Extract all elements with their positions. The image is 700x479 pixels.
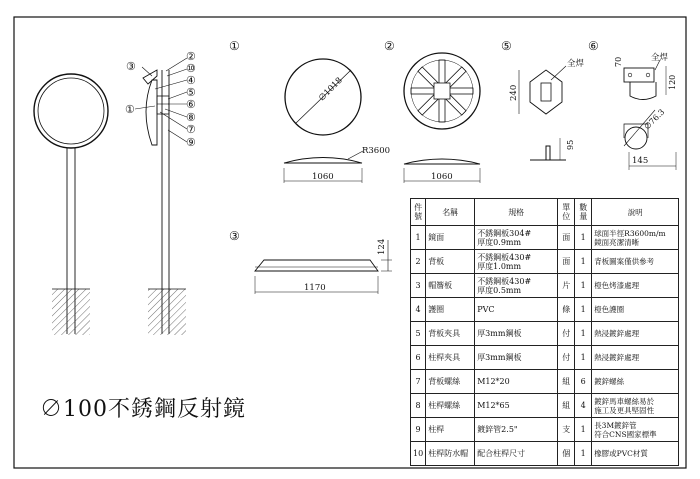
side-elevation xyxy=(125,50,196,335)
view-5-clamp xyxy=(501,39,585,160)
balloon-2: ② xyxy=(186,50,196,63)
part-name-cell: 柱桿夾具 xyxy=(426,346,475,370)
part-note-cell xyxy=(592,418,679,442)
v5-hex-plate xyxy=(530,70,562,114)
part-name-cell: 背板螺絲 xyxy=(426,370,475,394)
part-note-line: 施工及更具堅固性 xyxy=(594,405,655,415)
part-qty-cell: 4 xyxy=(575,394,592,418)
part-spec-cell xyxy=(475,346,558,370)
part-note-line: 符合CNS國家標準 xyxy=(594,429,657,439)
part-spec-cell xyxy=(475,274,558,298)
v1-diameter-label: ∅1018 xyxy=(317,75,345,104)
table-row xyxy=(411,226,679,250)
view-2-marker: ② xyxy=(384,39,395,53)
part-unit-cell: 條 xyxy=(558,298,575,322)
balloon-7: ⑦ xyxy=(186,123,196,136)
v1-width-label: 1060 xyxy=(312,172,334,182)
part-name-cell: 護圈 xyxy=(426,298,475,322)
part-spec-line: 厚度0.9mm xyxy=(477,237,522,247)
drawing-title: ∅100不銹鋼反射鏡 xyxy=(40,397,246,422)
view-2-backplate xyxy=(384,39,480,183)
table-row xyxy=(411,346,679,370)
balloon-8: ⑧ xyxy=(186,111,196,124)
part-note-line: 熱浸鍍鋅處理 xyxy=(594,353,640,362)
table-row xyxy=(411,250,679,274)
balloon-5: ⑤ xyxy=(186,86,196,99)
part-spec-cell xyxy=(475,370,558,394)
balloon-3: ③ xyxy=(126,60,136,73)
v6-weld-label: 全焊 xyxy=(651,53,669,63)
part-name-cell: 柱桿 xyxy=(426,418,475,442)
part-note-cell xyxy=(592,442,679,466)
part-name-cell: 柱桿防水帽 xyxy=(426,442,475,466)
header-name: 名稱 xyxy=(426,199,475,226)
part-note-cell xyxy=(592,274,679,298)
header-qty: 數量 xyxy=(575,199,592,226)
part-spec-line: 不銹鋼板430# xyxy=(477,276,532,286)
part-name-cell: 背板 xyxy=(426,250,475,274)
table-row xyxy=(411,442,679,466)
part-spec-line: 配合柱桿尺寸 xyxy=(477,449,526,458)
side-footing xyxy=(148,289,186,335)
part-note-cell xyxy=(592,394,679,418)
part-unit-cell: 付 xyxy=(558,346,575,370)
table-header-row xyxy=(411,199,679,226)
view-3-cap xyxy=(229,229,392,294)
balloon-10: ⑩ xyxy=(186,62,196,75)
part-no-cell: 7 xyxy=(411,370,426,394)
v3-cap-profile xyxy=(255,260,378,271)
part-spec-line: 不銹鋼板304# xyxy=(477,228,532,238)
v6-length-label: 145 xyxy=(632,156,649,166)
part-qty-cell: 1 xyxy=(575,442,592,466)
part-note-line: 鍍鋅螺絲 xyxy=(594,377,625,386)
header-unit: 單位 xyxy=(558,199,575,226)
parts-table xyxy=(410,198,679,466)
part-no-cell: 9 xyxy=(411,418,426,442)
v3-width-label: 1170 xyxy=(304,283,326,293)
part-note-line: 長3M鍍鋅管 xyxy=(594,420,637,430)
view-6-marker: ⑥ xyxy=(588,39,599,53)
part-note-cell xyxy=(592,298,679,322)
v2-ribs xyxy=(411,60,473,122)
part-note-line: 熱浸鍍鋅處理 xyxy=(594,329,640,338)
balloon-1: ① xyxy=(125,103,135,116)
part-qty-cell: 1 xyxy=(575,226,592,250)
v2-profile xyxy=(404,159,480,164)
table-row xyxy=(411,298,679,322)
v5-weld-label: 全焊 xyxy=(567,59,585,69)
part-unit-cell: 付 xyxy=(558,322,575,346)
part-note-line: 橙色烤漆處理 xyxy=(594,281,640,290)
v3-height-label: 124 xyxy=(377,238,387,255)
part-qty-cell: 1 xyxy=(575,250,592,274)
part-spec-cell xyxy=(475,418,558,442)
v6-diameter-label: ∅76.3 xyxy=(642,107,667,132)
table-row xyxy=(411,394,679,418)
part-unit-cell: 面 xyxy=(558,250,575,274)
part-qty-cell: 1 xyxy=(575,322,592,346)
part-no-cell: 10 xyxy=(411,442,426,466)
part-qty-cell: 1 xyxy=(575,298,592,322)
header-spec: 規格 xyxy=(475,199,558,226)
v5-side-profile xyxy=(530,146,566,160)
side-clamp xyxy=(157,96,169,114)
part-no-cell: 6 xyxy=(411,346,426,370)
part-no-cell: 2 xyxy=(411,250,426,274)
side-mirror xyxy=(146,80,157,145)
part-qty-cell: 1 xyxy=(575,346,592,370)
part-spec-line: PVC xyxy=(477,305,495,314)
table-row xyxy=(411,322,679,346)
v6-pole-section xyxy=(625,127,647,149)
v1-radius-label: R3600 xyxy=(362,146,391,156)
front-mirror-outer xyxy=(34,74,108,148)
v1-profile xyxy=(284,158,362,164)
part-no-cell: 3 xyxy=(411,274,426,298)
part-unit-cell: 組 xyxy=(558,370,575,394)
balloon-6: ⑥ xyxy=(186,98,196,111)
side-cap xyxy=(143,70,157,84)
part-name-cell: 鏡面 xyxy=(426,226,475,250)
view-1-marker: ① xyxy=(229,39,240,53)
table-row xyxy=(411,418,679,442)
table-row xyxy=(411,274,679,298)
part-spec-line: 厚3mm鋼板 xyxy=(477,329,522,338)
part-no-cell: 4 xyxy=(411,298,426,322)
header-note: 說明 xyxy=(592,199,679,226)
header-no: 件號 xyxy=(411,199,426,226)
part-spec-line: 厚度0.5mm xyxy=(477,285,522,295)
part-unit-cell: 支 xyxy=(558,418,575,442)
part-spec-cell xyxy=(475,298,558,322)
part-note-cell xyxy=(592,322,679,346)
part-note-line: 橡膠或PVC材質 xyxy=(594,449,648,458)
front-footing xyxy=(52,289,90,335)
view-3-marker: ③ xyxy=(229,229,240,243)
part-spec-line: 厚3mm鋼板 xyxy=(477,353,522,362)
part-spec-line: M12*65 xyxy=(477,401,510,410)
parts-body xyxy=(411,226,679,466)
v5-stem-label: 95 xyxy=(566,139,575,150)
front-elevation xyxy=(34,74,108,335)
part-name-cell: 帽簷板 xyxy=(426,274,475,298)
part-spec-line: 不銹鋼板430# xyxy=(477,252,532,262)
part-note-cell xyxy=(592,226,679,250)
part-note-line: 橙色護圈 xyxy=(594,305,625,314)
part-unit-cell: 面 xyxy=(558,226,575,250)
part-spec-cell xyxy=(475,394,558,418)
v2-width-label: 1060 xyxy=(431,172,453,182)
part-note-line: 球面半徑R3600m/m xyxy=(594,228,666,238)
part-spec-line: 厚度1.0mm xyxy=(477,261,522,271)
part-spec-line: 鍍鋅管2.5" xyxy=(477,425,518,434)
front-mirror-inner xyxy=(38,78,104,144)
v5-height-label: 240 xyxy=(509,84,519,101)
part-no-cell: 5 xyxy=(411,322,426,346)
part-note-line: 鍍鋅馬車螺絲易於 xyxy=(594,396,655,406)
part-note-line: 背板圖案僅供參考 xyxy=(594,257,655,266)
part-note-cell xyxy=(592,250,679,274)
part-qty-cell: 6 xyxy=(575,370,592,394)
part-spec-cell xyxy=(475,442,558,466)
view-1-mirror xyxy=(229,39,390,183)
part-spec-cell xyxy=(475,322,558,346)
part-spec-cell xyxy=(475,226,558,250)
view-5-marker: ⑤ xyxy=(501,39,512,53)
part-no-cell: 8 xyxy=(411,394,426,418)
balloon-4: ④ xyxy=(186,74,196,87)
view-6-clamp xyxy=(588,39,677,170)
table-row xyxy=(411,370,679,394)
part-name-cell: 背板夾具 xyxy=(426,322,475,346)
part-unit-cell: 組 xyxy=(558,394,575,418)
part-spec-cell xyxy=(475,250,558,274)
part-note-line: 鏡面亮潔清晰 xyxy=(594,237,640,247)
part-unit-cell: 個 xyxy=(558,442,575,466)
part-unit-cell: 片 xyxy=(558,274,575,298)
part-no-cell: 1 xyxy=(411,226,426,250)
part-spec-line: M12*20 xyxy=(477,377,510,386)
part-qty-cell: 1 xyxy=(575,418,592,442)
part-note-cell xyxy=(592,370,679,394)
part-qty-cell: 1 xyxy=(575,274,592,298)
part-note-cell xyxy=(592,346,679,370)
part-name-cell: 柱桿螺絲 xyxy=(426,394,475,418)
balloon-9: ⑨ xyxy=(186,136,196,149)
v6-b-label: 120 xyxy=(668,74,677,90)
v6-a-label: 70 xyxy=(614,56,623,67)
